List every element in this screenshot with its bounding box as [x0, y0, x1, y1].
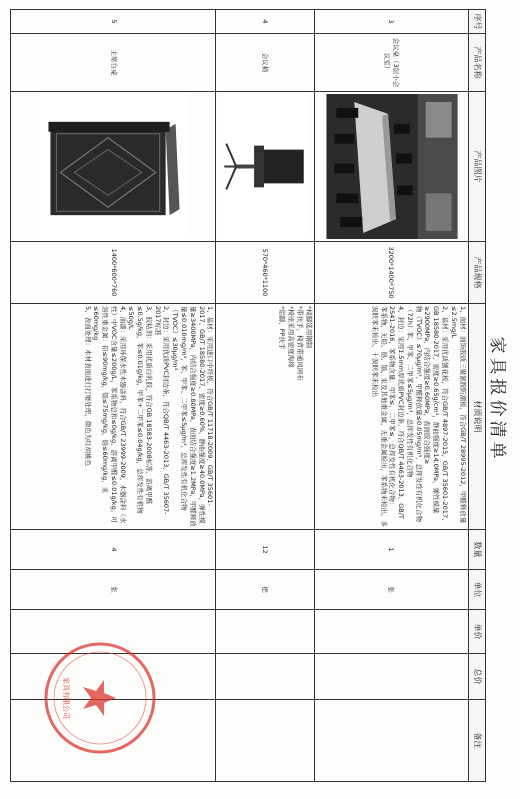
material-line: *铝脚，PP扶手 — [278, 306, 287, 350]
row-unit: 张 — [11, 570, 216, 610]
header-material: 材质说明 — [468, 304, 485, 530]
header-image: 产品图片 — [468, 92, 485, 242]
row-no: 3 — [314, 10, 468, 34]
row-no: 4 — [216, 10, 314, 34]
company-seal-stamp — [40, 638, 160, 758]
material-line: 3、胶粘剂：采用优质白乳胶，符合GB 18583-2008标准，游离甲醛≤0.5g/kg，苯≤0.01g/kg，甲苯+二甲苯≤0.04g/kg，总挥发性有机物≤50g/L — [127, 306, 153, 514]
header-no: 序号 — [468, 10, 485, 34]
product-image-chair — [216, 92, 314, 242]
row-price — [216, 610, 314, 654]
seal-text: 家具有限公司 — [62, 677, 70, 719]
material-line: 4、油漆：采用环保水性木器涂料，符合GB/T 23999-2009，木器涂料（水性）中VOC含量≤200g/L，苯系物总和≤0g/kg，游离甲醛≤0.01g/kg，可溶性重金属：铅≤90mg/kg，镉≤75mg/kg，铬≤60mg/kg，汞≤60mg/kg — [92, 306, 127, 524]
material-line: 5、表面处理：木材表面进行打磨处理，颜色为红胡桃色 — [83, 306, 92, 467]
material-line: 1、面材：面饰胶质三聚氰胺防潮板，符合GB/T 28995-2012，甲醛释放量≤2.5mg/L — [449, 306, 467, 524]
document-title: 家具报价清单 — [487, 336, 507, 463]
row-no: 5 — [11, 10, 216, 34]
row-qty: 4 — [11, 530, 216, 570]
row-unit: 张 — [314, 570, 468, 610]
row-qty: 12 — [216, 530, 314, 570]
material-line: *椅座采用高密度海绵 — [287, 306, 296, 368]
row-qty: 1 — [314, 530, 468, 570]
header-row — [468, 10, 485, 782]
chair-photo — [222, 94, 310, 239]
row-material — [11, 304, 216, 530]
table-row — [216, 10, 314, 782]
row-remark — [314, 700, 468, 782]
podium-desk-photo — [40, 94, 190, 239]
row-total — [216, 654, 314, 700]
row-material — [216, 304, 314, 530]
material-line: *带扶手，椅背带通风网布 — [295, 306, 304, 381]
row-spec: 1400*600*760 — [11, 242, 216, 304]
row-name: 会议桌（3层小会议室） — [314, 34, 468, 92]
row-name: 主席台桌 — [11, 34, 216, 92]
meeting-room-photo — [326, 94, 458, 239]
row-spec: 570*460*1100 — [216, 242, 314, 304]
material-line: 2、封边：采用优质PVC封边条，符合QB/T 4463-2013、GB/T 35607-2017标准 — [153, 306, 171, 515]
row-name: 会议椅 — [216, 34, 314, 92]
row-remark — [216, 700, 314, 782]
header-name: 产品名称 — [468, 34, 485, 92]
header-remark: 备注 — [468, 700, 485, 782]
header-spec: 产品规格 — [468, 242, 485, 304]
material-line: 2、基材：采用优质刨花板，符合GB/T 4897-2015、GB/T 35601-2017、GB 18580-2017，密度≥0.65g/cm³，静曲强度≥14.0MPa，弹性模量≥2900MPa，内结合强度≥0.60MPa，表面胶合强度≥ — [423, 306, 450, 525]
row-spec: 3200*1400*750 — [314, 242, 468, 304]
header-price: 单价 — [468, 610, 485, 654]
table-row — [314, 10, 468, 782]
header-qty: 数量 — [468, 530, 485, 570]
header-total: 总价 — [468, 654, 485, 700]
material-line: 物（TVOC）≤70μg/m³，甲醛释放量≤0.05mg/m³，总挥发性有机化合物（72h）苯、甲苯、二甲苯≤5μg/m³，总挥发性有机化合物 — [405, 306, 423, 523]
product-image-meeting-room — [314, 92, 468, 242]
row-unit: 把 — [216, 570, 314, 610]
material-line: 1、基材：采用进口中纤板，符合GB/T 11718-2009、GB/T 35601-2017、GB/T 18580-2017，密度≥0.60%，静曲强度≥40.0MPa，弹性模量≥3400MPa，内结合强度≥0.80MPa，表面结合强度≥1.2MPa，甲醛释放量≤0.010mg/m³，苯、甲苯、二甲苯≤5μg/m³，总挥发性有机化合物（TVOC）≤30μg/m³ — [171, 306, 215, 527]
material-line: 4、封边：采用1.5mm厚优质PVC封边条，符合QB/T 4463-2013、GB/T 2541-2016，苯系物含量：甲苯≤，二甲苯≤，总挥发性有机化合物： — [388, 306, 406, 519]
product-image-podium-desk — [11, 92, 216, 242]
header-unit: 单位 — [468, 570, 485, 610]
row-total — [314, 654, 468, 700]
row-material — [314, 304, 468, 530]
material-line: 苯系物，无铅、铬、镉、汞及其他重金属，无重金属检出，苯系物未检出，多溴联苯未检出，十溴联苯未检出 — [370, 306, 388, 527]
row-price — [314, 610, 468, 654]
material-line: *椅脚选用钢制 — [304, 306, 313, 349]
